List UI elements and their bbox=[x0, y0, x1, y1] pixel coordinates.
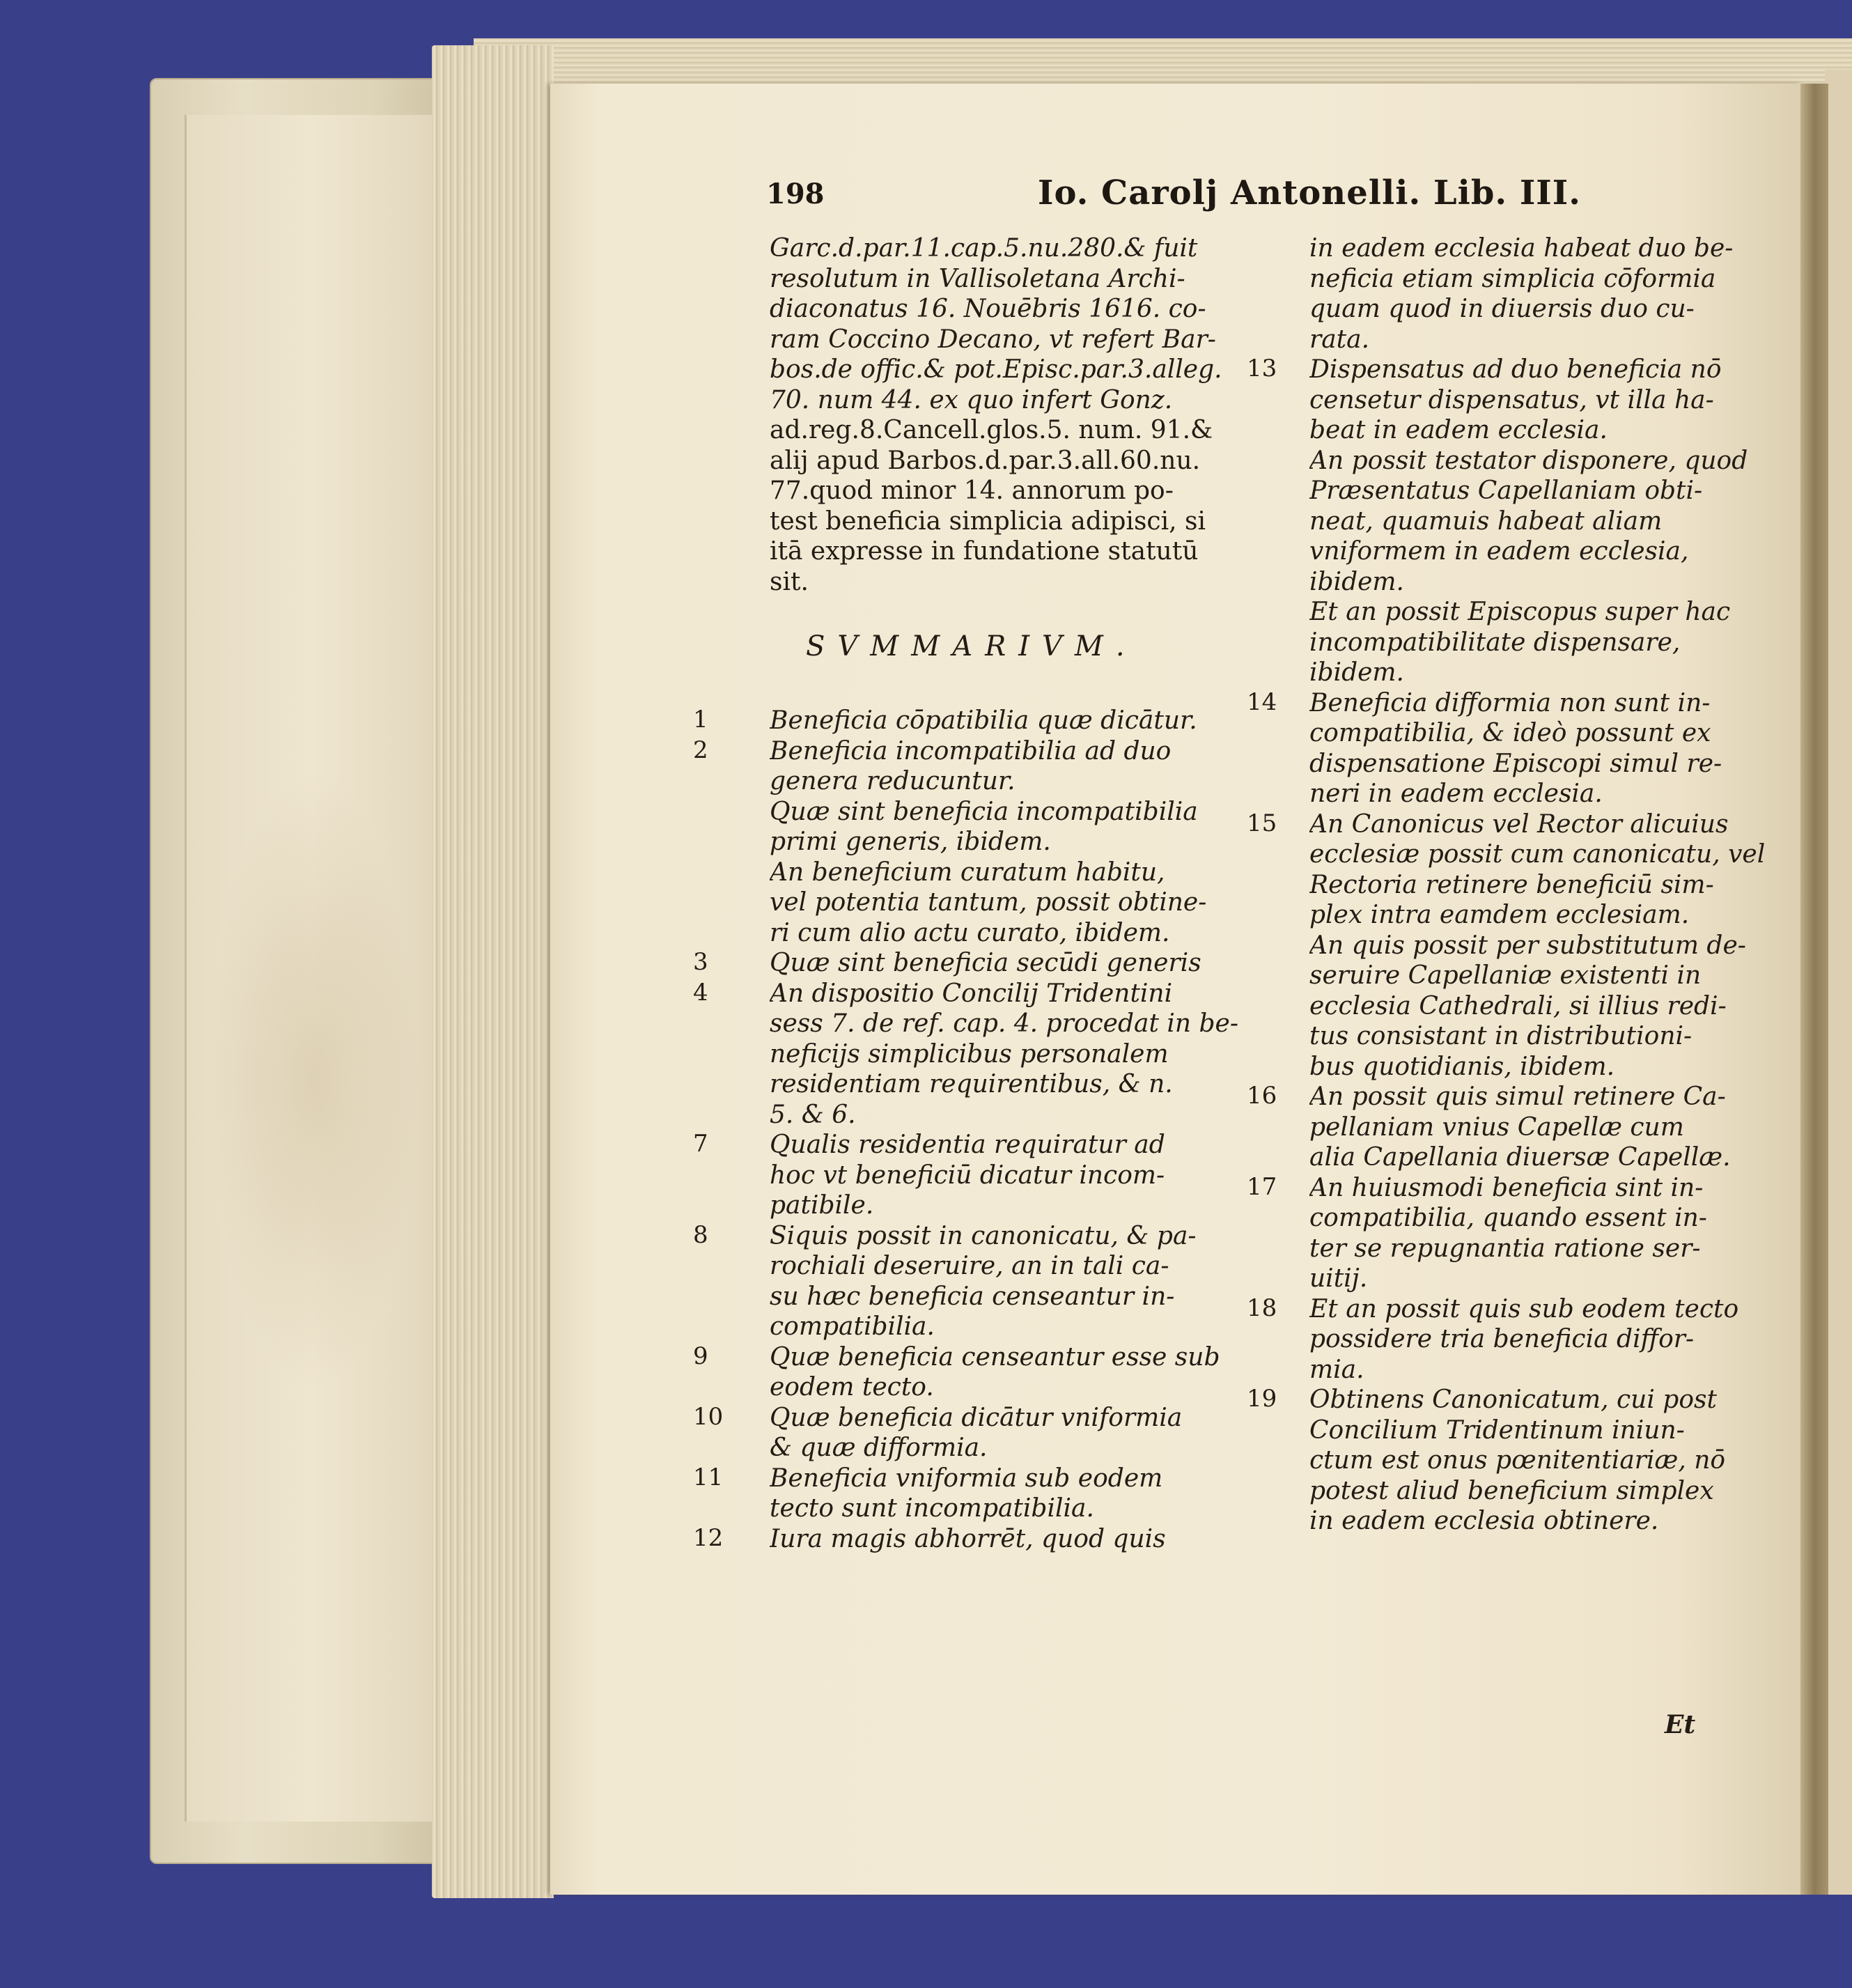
entry-number: 19 bbox=[1247, 1385, 1277, 1413]
summary-entry bbox=[1247, 1294, 1769, 1385]
text-line: mia. bbox=[1309, 1355, 1364, 1384]
summary-entry bbox=[1247, 1385, 1769, 1537]
summary-list-right bbox=[1247, 233, 1769, 1537]
text-line: Quæ sint beneficia incompatibilia bbox=[770, 797, 1198, 826]
running-title: Io. Carolj Antonelli. Lib. III. bbox=[1038, 173, 1581, 212]
text-line: uitij. bbox=[1309, 1264, 1368, 1293]
text-line: An possit quis simul retinere Ca- bbox=[1309, 1082, 1726, 1111]
text-line: Præsentatus Capellaniam obti- bbox=[1309, 476, 1703, 505]
text-line: tecto sunt incompatibilia. bbox=[770, 1494, 1094, 1523]
summary-entry bbox=[693, 1130, 1247, 1221]
book-gutter bbox=[1800, 84, 1828, 1895]
text-line: genera reducuntur. bbox=[770, 767, 1016, 795]
entry-number: 1 bbox=[693, 706, 708, 733]
right-column bbox=[1247, 233, 1769, 1537]
text-line: incompatibilitate dispensare, bbox=[1309, 628, 1681, 657]
text-line: sit. bbox=[770, 567, 809, 596]
text-line: pellaniam vnius Capellæ cum bbox=[1309, 1112, 1684, 1142]
catchword: Et bbox=[1665, 1710, 1696, 1739]
text-line: itā expresse in fundatione statutū bbox=[770, 537, 1199, 566]
summary-entry bbox=[1247, 355, 1769, 688]
text-line: rochiali deseruire, an in tali ca- bbox=[770, 1252, 1169, 1280]
text-line: Concilium Tridentinum iniun- bbox=[1309, 1415, 1685, 1445]
text-line: 77.quod minor 14. annorum po- bbox=[770, 476, 1174, 505]
text-line: vel potentia tantum, possit obtine- bbox=[770, 888, 1207, 917]
text-line: Qualis residentia requiratur ad bbox=[770, 1131, 1165, 1159]
summary-entry bbox=[693, 736, 1247, 949]
text-line: 5. & 6. bbox=[770, 1100, 856, 1129]
summary-entry bbox=[693, 1463, 1247, 1524]
entry-number: 7 bbox=[693, 1130, 708, 1158]
text-line: su hæc beneficia censeantur in- bbox=[770, 1282, 1175, 1311]
text-line: Beneficia incompatibilia ad duo bbox=[770, 736, 1172, 766]
entry-number: 10 bbox=[693, 1402, 724, 1431]
text-line: Iura magis abhorrēt, quod quis bbox=[770, 1524, 1166, 1553]
summary-entry bbox=[693, 978, 1247, 1131]
text-line: ad.reg.8.Cancell.glos.5. num. 91.& bbox=[770, 416, 1213, 444]
text-line: ter se repugnantia ratione ser- bbox=[1309, 1234, 1701, 1263]
intro-paragraph bbox=[770, 233, 1247, 597]
text-line: An beneficium curatum habitu, bbox=[770, 857, 1165, 887]
text-line: ri cum alio actu curato, ibidem. bbox=[770, 918, 1170, 947]
summary-entry bbox=[1247, 1172, 1769, 1294]
text-line: potest aliud beneficium simplex bbox=[1309, 1476, 1714, 1505]
text-line: An Canonicus vel Rector alicuius bbox=[1309, 809, 1729, 839]
text-line: Quæ beneficia censeantur esse sub bbox=[770, 1342, 1220, 1372]
entry-number: 14 bbox=[1247, 688, 1277, 716]
text-line: sess 7. de ref. cap. 4. procedat in be- bbox=[770, 1009, 1239, 1038]
text-line: ibidem. bbox=[1309, 567, 1405, 596]
text-line: quam quod in diuersis duo cu- bbox=[1309, 295, 1695, 323]
entry-number: 2 bbox=[693, 736, 708, 764]
text-line: An huiusmodi beneficia sint in- bbox=[1309, 1173, 1704, 1202]
text-line: Beneficia difformia non sunt in- bbox=[1309, 688, 1711, 717]
text-line: An possit testator disponere, quod bbox=[1309, 446, 1748, 475]
text-line: hoc vt beneficiū dicatur incom- bbox=[770, 1160, 1165, 1190]
text-line: primi generis, ibidem. bbox=[770, 828, 1051, 856]
text-line: Quæ beneficia dicātur vniformia bbox=[770, 1403, 1183, 1432]
text-line: ram Coccino Decano, vt refert Bar- bbox=[770, 325, 1216, 354]
text-line: in eadem ecclesia obtinere. bbox=[1309, 1507, 1659, 1535]
page-block-edges bbox=[432, 45, 554, 1898]
entry-number: 12 bbox=[693, 1523, 724, 1552]
entry-number: 17 bbox=[1247, 1172, 1277, 1201]
summary-entry bbox=[1247, 809, 1769, 1082]
text-line: ecclesiæ possit cum canonicatu, vel bbox=[1309, 840, 1766, 869]
text-line: vniformem in eadem ecclesia, bbox=[1309, 537, 1689, 566]
summary-entry bbox=[693, 1523, 1247, 1555]
text-line: Beneficia cōpatibilia quæ dicātur. bbox=[770, 706, 1197, 735]
entry-number: 18 bbox=[1247, 1294, 1277, 1322]
summary-entry bbox=[1309, 233, 1769, 355]
text-line: Quæ sint beneficia secūdi generis bbox=[770, 949, 1201, 977]
text-line: test beneficia simplicia adipisci, si bbox=[770, 506, 1206, 536]
text-line: Dispensatus ad duo beneficia nō bbox=[1309, 355, 1722, 384]
text-line: Obtinens Canonicatum, cui post bbox=[1309, 1385, 1717, 1414]
entry-number: 16 bbox=[1247, 1082, 1277, 1110]
text-line: residentiam requirentibus, & n. bbox=[770, 1070, 1173, 1098]
text-line: diaconatus 16. Nouēbris 1616. co- bbox=[770, 295, 1206, 323]
text-line: Rectoria retinere beneficiū sim- bbox=[1309, 870, 1714, 899]
text-line: An quis possit per substitutum de- bbox=[1309, 931, 1746, 960]
text-line: plex intra eamdem ecclesiam. bbox=[1309, 901, 1690, 929]
entry-number: 4 bbox=[693, 978, 708, 1007]
text-line: compatibilia, & ideò possunt ex bbox=[1309, 719, 1711, 747]
entry-number: 8 bbox=[693, 1220, 708, 1249]
text-line: & quæ difformia. bbox=[770, 1434, 988, 1462]
text-line: Et an possit quis sub eodem tecto bbox=[1309, 1294, 1739, 1323]
text-line: bus quotidianis, ibidem. bbox=[1309, 1052, 1615, 1081]
text-line: ibidem. bbox=[1309, 658, 1405, 687]
text-line: compatibilia, quando essent in- bbox=[1309, 1204, 1707, 1232]
text-line: neat, quamuis habeat aliam bbox=[1309, 506, 1663, 536]
summary-entry bbox=[693, 1402, 1247, 1463]
water-stain bbox=[209, 766, 418, 1393]
text-line: Siquis possit in canonicatu, & pa- bbox=[770, 1221, 1197, 1250]
summary-entry bbox=[693, 706, 1247, 736]
text-line: beat in eadem ecclesia. bbox=[1309, 416, 1608, 444]
left-column bbox=[693, 233, 1247, 1554]
text-line: neficia etiam simplicia cōformia bbox=[1309, 264, 1716, 293]
summary-entry bbox=[693, 1342, 1247, 1403]
summary-entry bbox=[693, 1220, 1247, 1342]
text-line: seruire Capellaniæ existenti in bbox=[1309, 961, 1702, 990]
text-line: Garc.d.par.11.cap.5.nu.280.& fuit bbox=[770, 234, 1198, 263]
text-line: alij apud Barbos.d.par.3.all.60.nu. bbox=[770, 446, 1201, 475]
entry-number: 9 bbox=[693, 1342, 708, 1370]
text-line: tus consistant in distributioni- bbox=[1309, 1022, 1693, 1050]
text-line: neri in eadem ecclesia. bbox=[1309, 779, 1603, 808]
text-line: rata. bbox=[1309, 325, 1370, 354]
summary-list-left bbox=[693, 706, 1247, 1554]
text-line: neficijs simplicibus personalem bbox=[770, 1039, 1169, 1069]
page-header bbox=[766, 173, 1581, 219]
text-line: ecclesia Cathedrali, si illius redi- bbox=[1309, 991, 1727, 1020]
text-line: compatibilia. bbox=[770, 1312, 935, 1341]
summary-title: SVMMARIVM. bbox=[806, 630, 1137, 662]
summary-entry bbox=[693, 948, 1247, 979]
entry-number: 13 bbox=[1247, 355, 1277, 382]
text-line: Et an possit Episcopus super hac bbox=[1309, 598, 1731, 626]
entry-number: 3 bbox=[693, 948, 708, 976]
text-line: in eadem ecclesia habeat duo be- bbox=[1309, 234, 1734, 263]
summary-entry bbox=[1247, 1082, 1769, 1173]
entry-number: 11 bbox=[693, 1463, 724, 1491]
text-line: possidere tria beneficia diffor- bbox=[1309, 1325, 1695, 1353]
summary-entry bbox=[1247, 688, 1769, 809]
text-line: 70. num 44. ex quo infert Gonz. bbox=[770, 385, 1173, 414]
facing-page-edge bbox=[1825, 70, 1852, 1895]
text-line: eodem tecto. bbox=[770, 1373, 934, 1401]
text-line: dispensatione Episcopi simul re- bbox=[1309, 749, 1722, 778]
text-line: An dispositio Concilij Tridentini bbox=[770, 979, 1173, 1008]
text-line: alia Capellania diuersæ Capellæ. bbox=[1309, 1143, 1731, 1172]
text-line: patibile. bbox=[770, 1191, 874, 1220]
text-line: bos.de offic.& pot.Episc.par.3.alleg. bbox=[770, 355, 1222, 384]
entry-number: 15 bbox=[1247, 809, 1277, 837]
text-line: ctum est onus pœnitentiariæ, nō bbox=[1309, 1446, 1726, 1475]
text-line: resolutum in Vallisoletana Archi- bbox=[770, 264, 1185, 293]
page-number: 198 bbox=[766, 178, 825, 210]
text-line: Beneficia vniformia sub eodem bbox=[770, 1463, 1163, 1493]
text-line: censetur dispensatus, vt illa ha- bbox=[1309, 385, 1714, 414]
